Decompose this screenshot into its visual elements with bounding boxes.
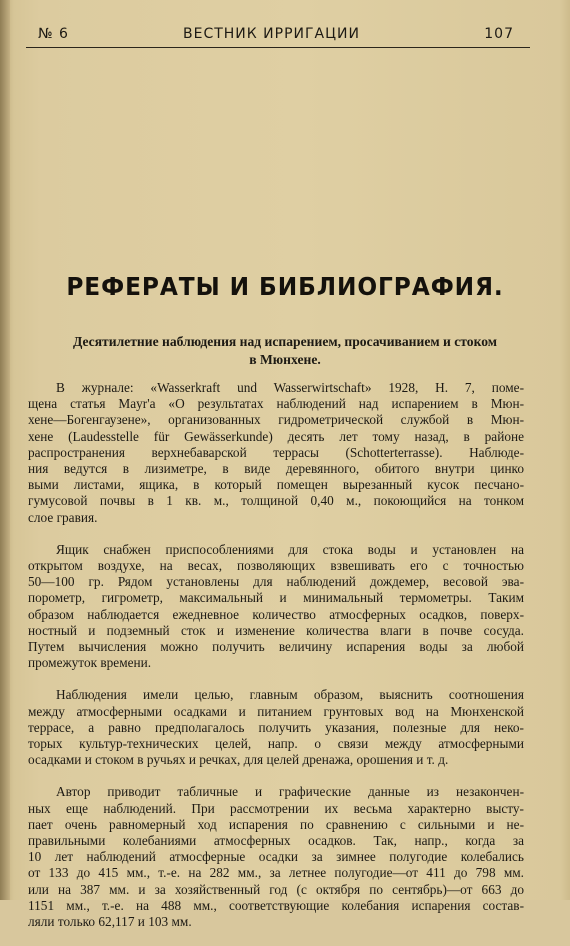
text-line: Наблюдения имели целью, главным образом, выяснить соотношения xyxy=(56,687,524,703)
text-line: В журнале: «Wasserkraft und Wasserwirtschaft» 1928, H. 7, поме- xyxy=(56,380,524,395)
text-line: правильными колебаниями атмосферных осадков. Так, напр., когда за xyxy=(28,833,524,849)
text-line: ных еще наблюдений. При рассмотрении их весьма характерно высту- xyxy=(28,800,524,816)
paragraph xyxy=(28,380,524,526)
text-line: Путем вычисления можно получить величину испарения воды за любой xyxy=(28,639,524,655)
text-line: распространения верхнебаварской террасы (Schotterterrasse). Наблюде- xyxy=(28,444,524,460)
text-line: выми листами, ящика, в который помещен вырезанный кусок песчано- xyxy=(28,477,524,493)
text-line: хене (Laudesstelle für Gewässerkunde) десять лет тому назад, в районе xyxy=(28,428,524,444)
text-line: Автор приводит табличные и графические данные из незакончен- xyxy=(56,784,524,800)
text-line: щена статья Mayr'a «О результатах наблюдений над испарением в Мюн- xyxy=(28,396,524,412)
journal-title: ВЕСТНИК ИРРИГАЦИИ xyxy=(183,26,360,42)
text-line: открытом воздухе, на весах, позволяющих взвешивать его с точностью xyxy=(28,558,524,574)
text-line: торых культур-технических целей, напр. о связи между атмосферными xyxy=(28,736,524,752)
running-header xyxy=(38,26,514,48)
text-line: ляли только 62,117 и 103 мм. xyxy=(28,914,192,930)
issue-number: № 6 xyxy=(38,26,69,42)
section-title: РЕФЕРАТЫ И БИБЛИОГРАФИЯ. xyxy=(66,272,504,301)
text-line: от 133 до 415 мм., т.-е. на 282 мм., за летнее полугодие—от 411 до 798 мм. xyxy=(28,865,524,881)
text-line: осадками и стоком в ручьях и речках, для целей дренажа, орошения и т. д. xyxy=(28,752,449,768)
text-line: пает очень равномерный ход испарения по сравнению с сильными и не- xyxy=(28,816,524,832)
article-body xyxy=(28,380,524,946)
page-spine-shadow xyxy=(0,0,10,900)
text-line: промежуток времени. xyxy=(28,655,152,671)
paragraph xyxy=(28,784,524,930)
article-title xyxy=(40,333,530,369)
text-line: ностный и подземный сток и изменение количества влаги в почве сосуда. xyxy=(28,622,524,638)
text-line: слое гравия. xyxy=(28,509,98,525)
text-line: 1151 мм., т.-е. на 488 мм., соответствующие колебания испарения состав- xyxy=(28,897,524,913)
header-rule xyxy=(26,47,530,48)
text-line: гумусовой почвы в 1 кв. м., толщиной 0,40 м., покоющийся на тонком xyxy=(28,493,524,509)
text-line: террасе, а равно предполагалось получить указания, полезные для неко- xyxy=(28,719,524,735)
text-line: ния ведутся в лизиметре, в виде деревянного, обитого внутри цинко xyxy=(28,461,524,477)
paragraph xyxy=(28,542,524,672)
text-line: или на 387 мм. и за хозяйственный год (с октября по сентябрь)—от 663 до xyxy=(28,881,524,897)
text-line: порометр, гигрометр, максимальный и минимальный термометры. Таким xyxy=(28,590,524,606)
paragraph xyxy=(28,687,524,768)
text-line: Ящик снабжен приспособлениями для стока воды и установлен на xyxy=(56,541,524,557)
text-line: хене—Богенгаузене», организованных гидрометрической службой в Мюн- xyxy=(28,412,524,428)
article-title-line: в Мюнхене. xyxy=(249,352,321,367)
article-title-line: Десятилетние наблюдения над испарением, просачиванием и стоком xyxy=(72,334,498,349)
text-line: образом наблюдается ежедневное количество атмосферных осадков, поверх- xyxy=(28,606,524,622)
text-line: между атмосферными осадками и питанием грунтовых вод на Мюнхенской xyxy=(28,703,524,719)
text-line: 10 лет наблюдений атмосферные осадки за зимнее полугодие колебались xyxy=(28,849,524,865)
page-number: 107 xyxy=(484,26,514,42)
text-line: 50—100 гр. Рядом установлены для наблюдений дождемер, весовой эва- xyxy=(28,574,524,590)
